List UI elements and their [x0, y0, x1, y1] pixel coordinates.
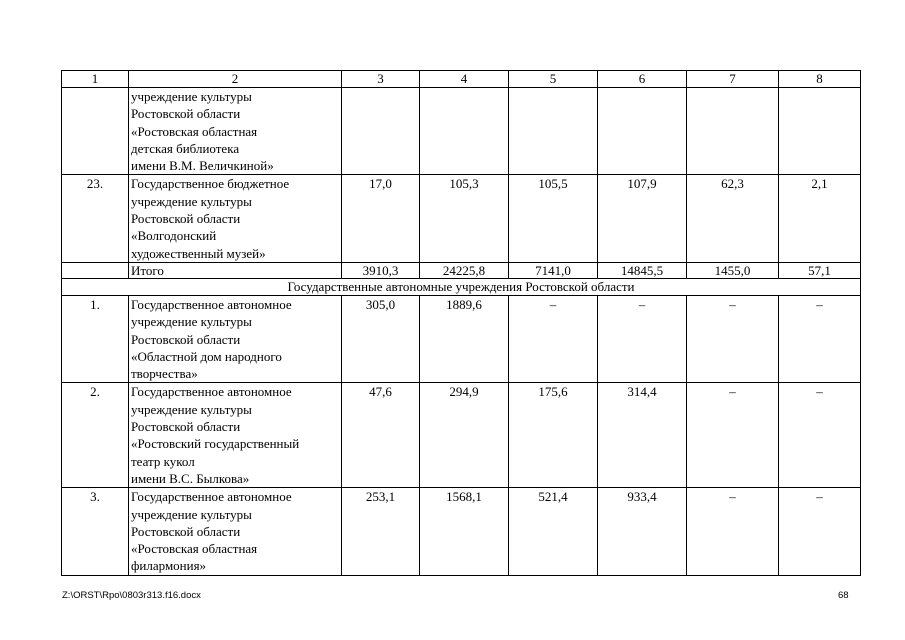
- row-number: 23.: [62, 175, 129, 262]
- value-cell: [420, 88, 509, 175]
- value-cell: –: [687, 383, 779, 488]
- value-cell: 105,5: [509, 175, 598, 262]
- institution-name: Государственное бюджетное учреждение культуры Ростовской области «Волгодонский художественный музей»: [129, 175, 342, 262]
- institution-name: Государственное автономное учреждение культуры Ростовской области «Областной дом народного творчества»: [129, 295, 342, 382]
- value-cell: 62,3: [687, 175, 779, 262]
- value-cell: –: [509, 295, 598, 382]
- institution-name: Государственное автономное учреждение культуры Ростовской области «Ростовский государственный театр кукол имени В.С. Былкова»: [129, 383, 342, 488]
- table-row: [62, 488, 861, 575]
- header-cell: 3: [342, 71, 420, 88]
- value-cell: 175,6: [509, 383, 598, 488]
- total-row: [62, 262, 861, 278]
- value-cell: 314,4: [598, 383, 687, 488]
- value-cell: 2,1: [779, 175, 861, 262]
- row-number: 1.: [62, 295, 129, 382]
- value-cell: 47,6: [342, 383, 420, 488]
- value-cell: –: [779, 383, 861, 488]
- row-number: 3.: [62, 488, 129, 575]
- data-table: [61, 70, 861, 576]
- total-value: 3910,3: [342, 262, 420, 278]
- header-cell: 4: [420, 71, 509, 88]
- row-number: [62, 88, 129, 175]
- footer-file-path: Z:\ORST\Rpo\0803r313.f16.docx: [62, 590, 201, 601]
- value-cell: 1889,6: [420, 295, 509, 382]
- header-cell: 5: [509, 71, 598, 88]
- value-cell: [687, 88, 779, 175]
- total-value: 24225,8: [420, 262, 509, 278]
- value-cell: 107,9: [598, 175, 687, 262]
- table-row: [62, 383, 861, 488]
- header-cell: 2: [129, 71, 342, 88]
- value-cell: 1568,1: [420, 488, 509, 575]
- value-cell: [509, 88, 598, 175]
- row-number: 2.: [62, 383, 129, 488]
- value-cell: 294,9: [420, 383, 509, 488]
- header-cell: 1: [62, 71, 129, 88]
- value-cell: –: [779, 488, 861, 575]
- total-label: Итого: [129, 262, 342, 278]
- value-cell: 105,3: [420, 175, 509, 262]
- value-cell: –: [687, 295, 779, 382]
- header-cell: 8: [779, 71, 861, 88]
- continuation-row: [62, 88, 861, 175]
- header-row: [62, 71, 861, 88]
- value-cell: 521,4: [509, 488, 598, 575]
- total-value: 14845,5: [598, 262, 687, 278]
- total-value: 57,1: [779, 262, 861, 278]
- institution-name: Государственное автономное учреждение культуры Ростовской области «Ростовская областная филармония»: [129, 488, 342, 575]
- total-value: 7141,0: [509, 262, 598, 278]
- value-cell: –: [687, 488, 779, 575]
- value-cell: –: [779, 295, 861, 382]
- value-cell: –: [598, 295, 687, 382]
- value-cell: [779, 88, 861, 175]
- institution-name: учреждение культуры Ростовской области «Ростовская областная детская библиотека имени В.М. Величкиной»: [129, 88, 342, 175]
- row-number: [62, 262, 129, 278]
- value-cell: 305,0: [342, 295, 420, 382]
- section-title: Государственные автономные учреждения Ростовской области: [62, 278, 861, 295]
- value-cell: [342, 88, 420, 175]
- table-row: [62, 175, 861, 262]
- header-cell: 7: [687, 71, 779, 88]
- value-cell: 17,0: [342, 175, 420, 262]
- value-cell: [598, 88, 687, 175]
- section-header-row: [62, 278, 861, 295]
- header-cell: 6: [598, 71, 687, 88]
- footer-page-number: 68: [838, 590, 849, 601]
- value-cell: 253,1: [342, 488, 420, 575]
- total-value: 1455,0: [687, 262, 779, 278]
- value-cell: 933,4: [598, 488, 687, 575]
- table-row: [62, 295, 861, 382]
